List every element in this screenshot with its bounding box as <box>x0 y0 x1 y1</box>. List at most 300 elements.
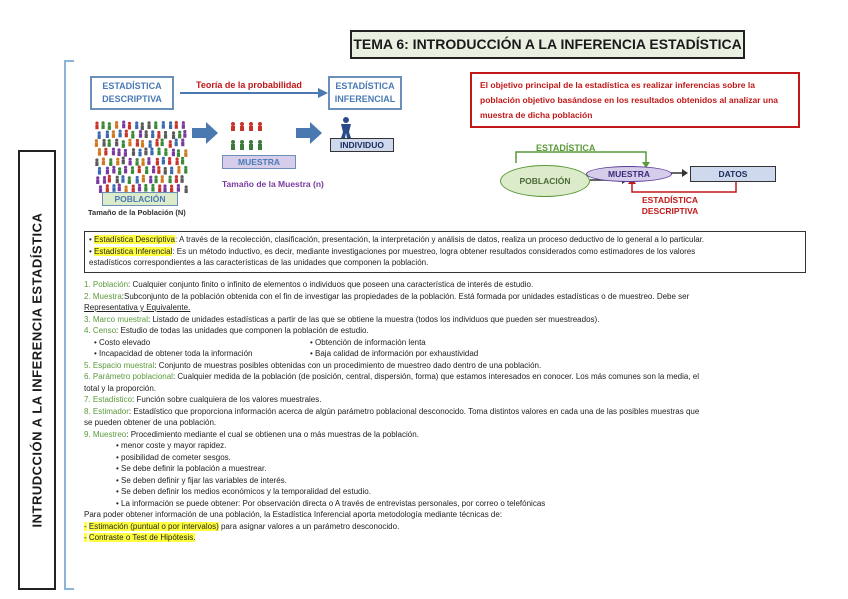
crowd-person-body <box>95 125 98 129</box>
crowd-person-body <box>109 161 112 166</box>
crowd-person-body <box>101 124 104 129</box>
crowd-person-head <box>161 175 164 178</box>
item-term: 2. Muestra <box>84 291 122 301</box>
crowd-person-head <box>116 176 119 179</box>
crowd-person-head <box>112 166 115 169</box>
crowd-person-head <box>108 122 111 125</box>
list-item <box>84 406 814 418</box>
crowd-person-body <box>175 142 178 147</box>
crowd-person-head <box>162 121 165 124</box>
crowd-person-body <box>108 142 111 147</box>
crowd-person-head <box>151 184 154 187</box>
item-text: : Estadístico que proporciona información acerca de algún parámetro poblacional desconocido. Toma distintos valores en cada una de las posibles muestras que <box>128 406 700 416</box>
crowd-person-head <box>116 158 119 161</box>
crowd-person-head <box>138 165 141 168</box>
techniques-intro: Para poder obtener información de una población, la Estadística Inferencial aporta metodología mediante técnicas de: <box>84 510 503 519</box>
crowd-person-body <box>116 179 119 184</box>
crowd-person-head <box>180 175 183 178</box>
crowd-person-head <box>145 166 148 169</box>
arrow-right-icon <box>192 122 218 144</box>
crowd-person-body <box>147 124 150 129</box>
crowd-person-head <box>138 184 141 187</box>
list-item-cont: Representativa y Equivalente. <box>84 303 191 312</box>
crowd-person-body <box>136 142 139 147</box>
list-item <box>84 429 814 441</box>
crowd-person-head <box>175 139 178 142</box>
list-item-cont: total y la proporción. <box>84 383 157 393</box>
crowd-person-head <box>122 157 125 160</box>
concepts-list <box>84 279 814 544</box>
individual-label: INDIVIDUO <box>330 138 394 152</box>
crowd-person-body <box>115 142 118 147</box>
crowd-person-head <box>141 140 144 143</box>
sampling-bullet: • Se deben definir los medios económicos y la temporalidad del estudio. <box>116 487 371 496</box>
crowd-person-head <box>142 175 145 178</box>
crowd-person-head <box>170 166 173 169</box>
crowd-person-body <box>128 125 131 129</box>
crowd-person-body <box>154 179 157 184</box>
list-item <box>84 314 814 326</box>
crowd-person-body <box>122 160 125 165</box>
flow-statistics-label: ESTADÍSTICA <box>536 143 596 153</box>
crowd-person-head <box>101 121 104 124</box>
crowd-person-body <box>102 142 105 147</box>
crowd-person-head <box>181 139 184 142</box>
crowd-person-body <box>145 170 148 175</box>
crowd-person-head <box>131 131 134 134</box>
crowd-person-body <box>181 160 184 165</box>
descriptive-box: ESTADÍSTICA DESCRIPTIVA <box>90 76 174 110</box>
crowd-person-body <box>172 152 175 157</box>
flow-descriptive-line2: DESCRIPTIVA <box>641 206 699 216</box>
item-text: : Cualquier conjunto finito o infinito de elementos o individuos que poseen una característica de interés de estudio. <box>128 280 534 289</box>
technique-dash: - <box>84 533 87 542</box>
crowd-person-body <box>138 169 141 174</box>
list-item-cont: se pueden obtener de una población. <box>84 418 217 427</box>
crowd-person-head <box>151 130 154 133</box>
crowd-person-head <box>164 167 167 170</box>
crowd-person-head <box>112 130 115 133</box>
census-bullet: • Obtención de información lenta <box>310 337 426 347</box>
crowd-person-head <box>181 157 184 160</box>
definition-inferential: • Estadística Inferencial: Es un método inductivo, es decir, mediante investigaciones por muestreo, logra obtener resultados considerados como estimadores de los valores <box>89 246 696 256</box>
crowd-person-body <box>168 160 171 165</box>
crowd-person-body <box>102 161 105 166</box>
crowd-person-body <box>151 187 154 192</box>
crowd-person-body <box>129 161 132 166</box>
technique-text: para asignar valores a un parámetro desconocido. <box>218 521 400 531</box>
crowd-person-body <box>98 134 101 139</box>
crowd-person-body <box>169 143 172 148</box>
crowd-person-body <box>121 178 124 183</box>
crowd-person-head <box>115 139 118 142</box>
list-item <box>84 394 814 406</box>
flow-descriptive-label <box>620 195 720 217</box>
census-bullet: • Incapacidad de obtener toda la información <box>94 349 253 358</box>
item-text: : Función sobre cualquiera de los valores muestrales. <box>132 395 322 404</box>
crowd-person-body <box>157 169 160 174</box>
crowd-person-head <box>128 139 131 142</box>
crowd-person-head <box>103 176 106 179</box>
crowd-person-head <box>98 131 101 134</box>
crowd-person-body <box>176 161 179 166</box>
crowd-person-head <box>132 184 135 187</box>
crowd-person-head <box>169 140 172 143</box>
crowd-person-head <box>135 121 138 124</box>
list-item <box>84 371 814 383</box>
crowd-person-body <box>98 151 101 156</box>
crowd-person-body <box>164 151 167 156</box>
crowd-person-body <box>154 124 157 129</box>
sampling-bullet: • posibilidad de cometer sesgos. <box>116 452 231 462</box>
arrow-right-icon <box>296 122 322 144</box>
crowd-person-head <box>157 147 160 150</box>
crowd-person-head <box>117 148 120 151</box>
crowd-person-head <box>172 148 175 151</box>
item-term: 8. Estimador <box>84 406 129 416</box>
crowd-person-body <box>175 178 178 183</box>
crowd-person-body <box>164 134 167 139</box>
crowd-person-body <box>181 142 184 147</box>
crowd-person-body <box>164 170 167 175</box>
list-item <box>84 279 814 291</box>
item-term: 6. Parámetro poblacional <box>84 372 173 381</box>
crowd-person-body <box>119 133 122 138</box>
crowd-person-body <box>177 169 180 174</box>
crowd-person-head <box>96 176 99 179</box>
crowd-person-body <box>118 187 121 192</box>
item-text: : Cualquier medida de la población (de posición, central, dispersión, forma) que estamos interesados en conocer. Los más comunes son la media, el <box>172 372 700 381</box>
crowd-person-body <box>96 179 99 184</box>
crowd-person-body <box>139 133 142 138</box>
crowd-person-body <box>106 170 109 175</box>
item-term: 3. Marco muestral <box>84 314 149 324</box>
crowd-person-head <box>95 139 98 142</box>
crowd-person-body <box>147 160 150 165</box>
definition-descriptive-text: : A través de la recolección, clasificación, presentación, la interpretación y análisis de datos, realiza un proceso deductivo de lo general a lo particular. <box>174 235 705 244</box>
crowd-person-head <box>124 166 127 169</box>
crowd-person-body <box>122 143 125 148</box>
crowd-person-body <box>172 134 175 139</box>
crowd-person-head <box>121 175 124 178</box>
crowd-person-body <box>108 178 111 183</box>
population-label: POBLACIÓN <box>102 192 178 206</box>
crowd-person-head <box>124 149 127 152</box>
crowd-person-body <box>144 151 147 156</box>
side-label-box <box>18 150 56 590</box>
crowd-person-body <box>162 160 165 165</box>
crowd-person-head <box>139 130 142 133</box>
crowd-person-body <box>112 133 115 138</box>
crowd-person-head <box>168 175 171 178</box>
crowd-person-head <box>177 166 180 169</box>
crowd-person-head <box>102 157 105 160</box>
crowd-person-head <box>106 184 109 187</box>
crowd-person-head <box>147 157 150 160</box>
crowd-person-head <box>178 131 181 134</box>
crowd-person-head <box>95 122 98 125</box>
side-label: INTRUDCCIÓN A LA INFERENCIA ESTADÍSTICA <box>29 212 45 528</box>
crowd-person-body <box>157 134 160 139</box>
crowd-person-head <box>136 139 139 142</box>
crowd-person-head <box>156 158 159 161</box>
technique-estimation <box>84 521 814 533</box>
item-text: : Procedimiento mediante el cual se obtienen una o más muestras de la población. <box>126 429 419 439</box>
item-term: 4. Censo <box>84 326 117 335</box>
population-crowd-icon <box>92 118 190 198</box>
crowd-person-head <box>132 148 135 151</box>
crowd-person-head <box>164 131 167 134</box>
crowd-person-head <box>136 158 139 161</box>
census-bullets-row <box>84 337 814 349</box>
sampling-bullet: • menor coste y mayor rapidez. <box>116 441 227 450</box>
crowd-person-body <box>183 133 186 138</box>
flow-population-node: POBLACIÓN <box>500 165 590 197</box>
crowd-person-head <box>169 121 172 124</box>
sample-size-label: Tamaño de la Muestra (n) <box>222 179 324 189</box>
definition-descriptive: • Estadística Descriptiva: A través de la recolección, clasificación, presentación, la interpretación y análisis de datos, realiza un proceso deductivo de lo general a lo particular. <box>89 235 705 244</box>
crowd-person-head <box>124 185 127 188</box>
crowd-person-head <box>161 138 164 141</box>
population-size-label: Tamaño de la Población (N) <box>88 208 186 217</box>
individual-person-icon <box>336 116 356 138</box>
crowd-person-body <box>177 152 180 157</box>
crowd-person-body <box>168 179 171 184</box>
crowd-person-head <box>149 176 152 179</box>
crowd-person-body <box>124 169 127 174</box>
objective-box: El objetivo principal de la estadística es realizar inferencias sobre la población objetivo basándose en los resultados obtenidos al analizar una muestra de dicha población <box>470 72 800 128</box>
crowd-person-head <box>138 149 141 152</box>
crowd-person-head <box>129 158 132 161</box>
crowd-person-body <box>155 142 158 147</box>
crowd-person-head <box>115 121 118 124</box>
crowd-person-body <box>178 134 181 139</box>
crowd-person-body <box>152 169 155 174</box>
crowd-person-head <box>172 131 175 134</box>
item-text: : Listado de unidades estadísticas a partir de las que se obtiene la muestra (todos los individuos que pueden ser muestreados). <box>148 314 600 324</box>
crowd-person-head <box>152 166 155 169</box>
crowd-person-head <box>112 184 115 187</box>
crowd-person-head <box>144 148 147 151</box>
crowd-person-head <box>125 130 128 133</box>
crowd-person-head <box>112 148 115 151</box>
item-term: 1. Población <box>84 280 129 289</box>
flow-descriptive-line1: ESTADÍSTICA <box>641 195 699 205</box>
crowd-person-body <box>144 187 147 192</box>
crowd-person-head <box>182 121 185 124</box>
crowd-person-head <box>177 149 180 152</box>
crowd-person-body <box>142 178 145 183</box>
flow-sample-node: MUESTRA <box>586 166 672 182</box>
technique-hypothesis <box>84 532 814 544</box>
list-item <box>84 360 814 372</box>
census-bullets-row <box>84 348 814 360</box>
crowd-person-head <box>104 148 107 151</box>
crowd-person-body <box>117 152 120 157</box>
item-text: :Subconjunto de la población obtenida con el fin de investigar las propiedades de la población. Está formada por unidades estadísticas o de muestreo. Debe ser <box>121 291 690 301</box>
crowd-person-head <box>164 148 167 151</box>
crowd-person-body <box>112 151 115 156</box>
crowd-person-body <box>184 169 187 174</box>
crowd-person-body <box>116 161 119 166</box>
crowd-person-body <box>125 133 128 138</box>
technique-dash: - <box>84 521 87 531</box>
crowd-person-head <box>157 131 160 134</box>
crowd-person-head <box>177 184 180 187</box>
item-term: 9. Muestreo <box>84 429 127 439</box>
technique-term: Estimación (puntual o por intervalos) <box>88 521 219 531</box>
crowd-person-body <box>131 169 134 174</box>
crowd-person-head <box>175 121 178 124</box>
crowd-person-head <box>106 167 109 170</box>
page-title: TEMA 6: INTRODUCCIÓN A LA INFERENCIA ESTADÍSTICA <box>350 30 745 59</box>
crowd-person-body <box>141 125 144 130</box>
crowd-person-body <box>118 170 121 175</box>
list-item <box>84 291 814 303</box>
crowd-person-head <box>163 184 166 187</box>
crowd-person-head <box>154 176 157 179</box>
crowd-person-head <box>145 130 148 133</box>
crowd-person-head <box>158 184 161 187</box>
crowd-person-head <box>128 176 131 179</box>
crowd-person-head <box>122 121 125 124</box>
crowd-person-body <box>138 152 141 157</box>
probability-arrow <box>178 88 330 98</box>
crowd-person-body <box>106 134 109 139</box>
crowd-person-head <box>122 140 125 143</box>
crowd-person-body <box>184 152 187 157</box>
crowd-person-body <box>161 178 164 183</box>
crowd-person-body <box>95 162 98 167</box>
crowd-person-head <box>99 185 102 188</box>
crowd-person-body <box>95 142 98 147</box>
item-term: 5. Espacio muestral <box>84 360 155 370</box>
crowd-person-body <box>150 151 153 156</box>
crowd-person-head <box>102 139 105 142</box>
crowd-person-body <box>98 170 101 175</box>
crowd-person-head <box>185 185 188 188</box>
crowd-person-body <box>103 179 106 184</box>
crowd-person-head <box>144 184 147 187</box>
crowd-person-head <box>183 130 186 133</box>
crowd-person-head <box>162 157 165 160</box>
crowd-person-body <box>180 178 183 183</box>
crowd-person-head <box>154 121 157 124</box>
bracket-divider <box>64 60 74 590</box>
crowd-person-head <box>157 166 160 169</box>
definition-inferential-text: : Es un método inductivo, es decir, mediante investigaciones por muestreo, logra obtener resultados considerados como estimadores de los valores <box>172 246 696 256</box>
crowd-person-head <box>141 158 144 161</box>
crowd-person-head <box>149 140 152 143</box>
definitions-box <box>84 231 806 273</box>
definition-inferential-cont: estadísticos correspondientes a las características de las unidades que componen la población. <box>89 258 429 267</box>
crowd-person-body <box>104 151 107 156</box>
crowd-person-head <box>168 157 171 160</box>
crowd-person-head <box>95 158 98 161</box>
crowd-person-body <box>185 189 188 194</box>
crowd-person-body <box>149 143 152 148</box>
list-item <box>84 325 814 337</box>
crowd-person-body <box>156 161 159 166</box>
probability-label: Teoría de la probabilidad <box>196 80 302 90</box>
crowd-person-head <box>109 158 112 161</box>
crowd-person-head <box>118 167 121 170</box>
crowd-person-head <box>131 166 134 169</box>
crowd-person-head <box>170 185 173 188</box>
crowd-person-head <box>119 130 122 133</box>
crowd-person-body <box>162 124 165 129</box>
crowd-person-body <box>128 142 131 147</box>
crowd-person-body <box>115 124 118 129</box>
crowd-person-head <box>136 176 139 179</box>
crowd-person-body <box>141 143 144 148</box>
crowd-person-body <box>124 152 127 157</box>
crowd-person-head <box>98 148 101 151</box>
crowd-person-body <box>136 179 139 184</box>
item-text: : Conjunto de muestras posibles obtenidas con un procedimiento de muestreo dado dentro de una población. <box>154 360 542 370</box>
crowd-person-head <box>150 148 153 151</box>
crowd-person-head <box>141 122 144 125</box>
crowd-person-body <box>141 161 144 166</box>
crowd-person-body <box>157 151 160 156</box>
census-bullet: • Baja calidad de información por exhaustividad <box>310 349 479 358</box>
crowd-person-body <box>182 124 185 128</box>
flow-data-node: DATOS <box>690 166 776 182</box>
inferential-box: ESTADÍSTICA INFERENCIAL <box>328 76 402 110</box>
technique-term: Contraste o Test de Hipótesis. <box>88 533 196 542</box>
sampling-bullet: • Se debe definir la población a muestrear. <box>116 464 267 473</box>
crowd-person-body <box>151 133 154 138</box>
sampling-bullet: • Se deben definir y fijar las variables de interés. <box>116 475 287 485</box>
crowd-person-body <box>145 133 148 138</box>
crowd-person-head <box>108 175 111 178</box>
crowd-person-head <box>106 130 109 133</box>
crowd-person-body <box>131 134 134 139</box>
crowd-person-body <box>161 142 164 147</box>
crowd-person-body <box>138 187 141 192</box>
crowd-person-head <box>98 167 101 170</box>
crowd-person-head <box>147 121 150 124</box>
term-descriptive: Estadística Descriptiva <box>94 235 175 244</box>
crowd-person-head <box>184 149 187 152</box>
crowd-person-head <box>175 175 178 178</box>
crowd-person-body <box>112 169 115 174</box>
census-bullet: • Costo elevado <box>94 337 151 347</box>
crowd-person-body <box>170 170 173 175</box>
sample-people-icon <box>228 120 272 154</box>
crowd-person-body <box>108 125 111 130</box>
crowd-person-body <box>169 124 172 129</box>
crowd-person-head <box>128 122 131 125</box>
crowd-person-head <box>176 157 179 160</box>
sample-label: MUESTRA <box>222 155 296 169</box>
crowd-person-body <box>175 124 178 129</box>
crowd-person-body <box>149 179 152 184</box>
crowd-person-body <box>128 179 131 184</box>
crowd-person-body <box>136 161 139 166</box>
crowd-person-head <box>155 139 158 142</box>
crowd-person-head <box>118 184 121 187</box>
crowd-person-body <box>122 124 125 128</box>
item-text: : Estudio de todas las unidades que componen la población de estudio. <box>116 326 369 335</box>
crowd-person-head <box>184 166 187 169</box>
crowd-person-body <box>135 125 138 130</box>
sampling-bullet: • La información se puede obtener: Por observación directa o A través de entrevistas personales, por correo o telefónicas <box>116 498 546 508</box>
term-inferential: Estadística Inferencial <box>94 246 173 256</box>
item-term: 7. Estadístico <box>84 395 133 404</box>
crowd-person-body <box>132 151 135 156</box>
crowd-person-head <box>108 139 111 142</box>
